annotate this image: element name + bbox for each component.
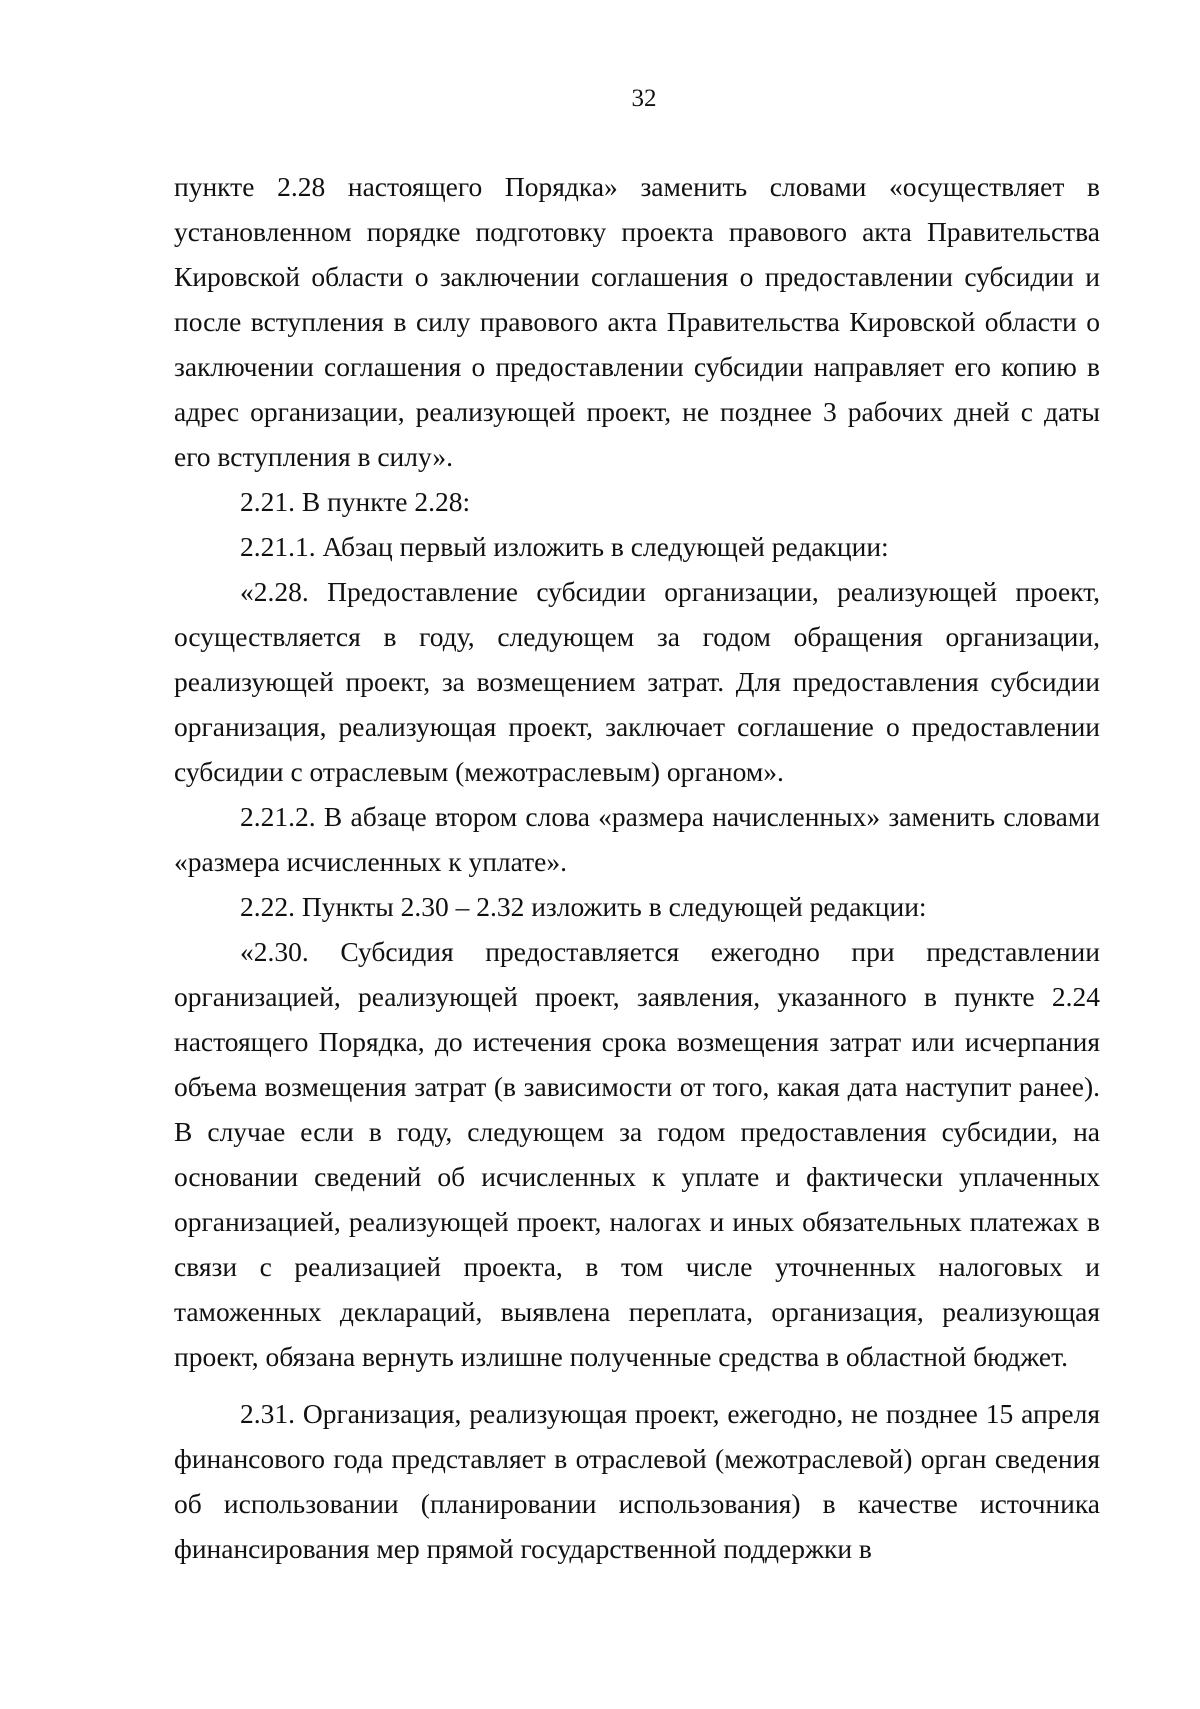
paragraph-2-30-quote: «2.30. Субсидия предоставляется ежегодно при представлении организацией, реализующей проект, заявления, указанного в пункте 2.24 настоящего Порядка, до истечения срока возмещения затрат или исчерпания объема возмещения затрат (в зависимости от того, какая дата наступит ранее). В случае если в году, следующем за годом предоставления субсидии, на основании сведений об исчисленных к уплате и фактически уплаченных организацией, реализующей проект, налогах и иных обязательных платежах в связи с реализацией проекта, в том числе уточненных налоговых и таможенных деклараций, выявлена переплата, организация, реализующая проект, обязана вернуть излишне полученные средства в областной бюджет.: [174, 936, 1100, 1372]
paragraph-2-31: 2.31. Организация, реализующая проект, ежегодно, не позднее 15 апреля финансового года представляет в отраслевой (межотраслевой) орган сведения об использовании (планировании использования) в качестве источника финансирования мер прямой государственной поддержки в: [174, 1398, 1100, 1564]
document-body: [174, 164, 1100, 1571]
page-number: 32: [631, 85, 657, 112]
paragraph-2-22: 2.22. Пункты 2.30 – 2.32 изложить в следующей редакции:: [240, 891, 927, 922]
paragraph-2-21-2: 2.21.2. В абзаце втором слова «размера начисленных» заменить словами «размера исчисленных к уплате».: [174, 801, 1100, 877]
paragraph-continuation: пункте 2.28 настоящего Порядка» заменить словами «осуществляет в установленном порядке подготовку проекта правового акта Правительства Кировской области о заключении соглашения о предоставлении субсидии и после вступления в силу правового акта Правительства Кировской области о заключении соглашения о предоставлении субсидии направляет его копию в адрес организации, реализующей проект, не позднее 3 рабочих дней с даты его вступления в силу».: [174, 171, 1100, 472]
paragraph-2-21: 2.21. В пункте 2.28:: [240, 486, 471, 517]
paragraph-2-21-1: 2.21.1. Абзац первый изложить в следующей редакции:: [240, 531, 889, 562]
paragraph-2-28-quote: «2.28. Предоставление субсидии организации, реализующей проект, осуществляется в году, следующем за годом обращения организации, реализующей проект, за возмещением затрат. Для предоставления субсидии организация, реализующая проект, заключает соглашение о предоставлении субсидии с отраслевым (межотраслевым) органом».: [174, 576, 1100, 787]
